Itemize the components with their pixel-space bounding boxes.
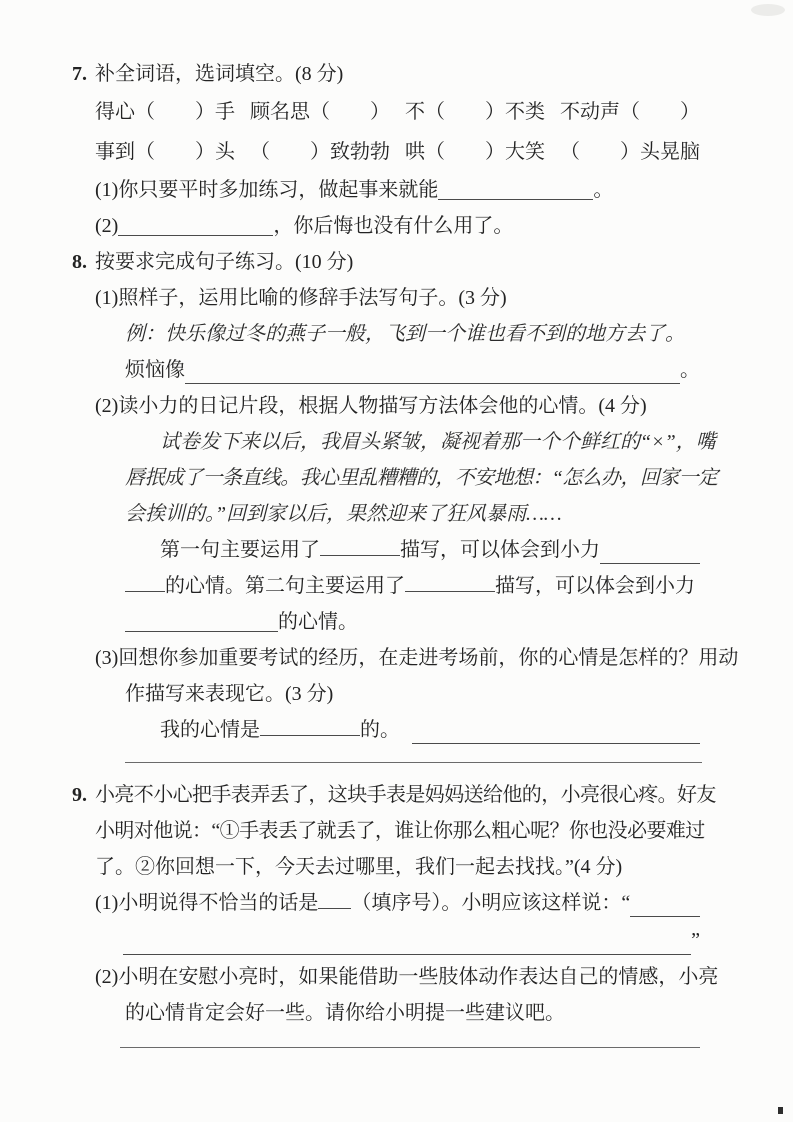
scan-smudge: [751, 4, 785, 16]
item-text: （填序号）。小明应该这样说：“: [351, 892, 631, 914]
question-7-words-row2: [95, 132, 700, 172]
question-8-item3-line1: (3)回想你参加重要考试的经历，在走进考场前，你的心情是怎样的？用动: [95, 647, 739, 669]
item-text: 第一句主要运用了: [160, 539, 320, 561]
item-text: 。: [593, 179, 614, 201]
question-8-number: 8.: [72, 251, 87, 273]
question-9-line1: 小亮不小心把手表弄丢了，这块手表是妈妈送给他的，小亮很心疼。好友: [95, 784, 716, 806]
answer-blank: [260, 715, 360, 736]
closing-quote: ”: [691, 929, 700, 951]
word-item: 顾名思（ ）: [250, 101, 390, 123]
question-8-item3-line2: 作描写来表现它。(3 分): [125, 683, 334, 705]
item-text: 烦恼像: [125, 359, 185, 381]
answer-blank: [125, 571, 165, 592]
question-8-item1: (1)照样子，运用比喻的修辞手法写句子。(3 分): [95, 287, 507, 309]
question-9-number: 9.: [72, 784, 87, 806]
analysis-line1: [95, 532, 700, 568]
answer-blank: [123, 934, 691, 955]
answer-blank: [320, 535, 400, 556]
word-item: 得心（ ）手: [95, 101, 235, 123]
word-item: 不（ ）不类: [405, 101, 545, 123]
item-text: 描写，可以体会到小力: [400, 539, 600, 561]
question-7-title: 补全词语，选词填空。(8 分): [95, 63, 344, 85]
question-7-number: 7.: [72, 63, 87, 85]
example-sentence: 例：快乐像过冬的燕子一般，飞到一个谁也看不到的地方去了。: [125, 323, 685, 345]
answer-blank: [438, 179, 593, 200]
item-text: 的心情。: [278, 611, 358, 633]
item-text: 。: [680, 359, 700, 381]
word-item: 事到（ ）头: [95, 141, 235, 163]
item-text: (1)小明说得不恰当的话是: [95, 892, 319, 914]
answer-blank: [600, 543, 700, 564]
question-9-item1: [95, 885, 700, 921]
mood-line: [95, 712, 700, 748]
answer-blank: [630, 896, 700, 917]
answer-blank: [125, 611, 278, 632]
question-9-item2-line2: 的心情肯定会好一些。请你给小明提一些建议吧。: [125, 1002, 565, 1024]
question-8-item2: (2)读小力的日记片段，根据人物描写方法体会他的心情。(4 分): [95, 395, 647, 417]
item-text: ，你后悔也没有什么用了。: [273, 215, 514, 237]
diary-passage-line3: 会挨训的。”回到家以后，果然迎来了狂风暴雨……: [125, 503, 562, 525]
item-text: (2): [95, 215, 119, 237]
item-text: 我的心情是: [160, 719, 260, 741]
question-9-line3: 了。②你回想一下，今天去过哪里，我们一起去找找。”(4 分): [95, 856, 623, 878]
answer-blank: [118, 215, 273, 236]
item-text: 描写，可以体会到小力: [495, 575, 695, 597]
question-7-item2: [95, 208, 700, 244]
question-9-line2: 小明对他说：“①手表丢了就丢了，谁让你那么粗心呢？你也没必要难过: [95, 820, 705, 842]
answer-blank: [185, 363, 680, 384]
question-8: [72, 244, 739, 769]
question-8-title: 按要求完成句子练习。(10 分): [95, 251, 354, 273]
question-7-words-row1: [95, 92, 700, 132]
answer-line-full: [125, 762, 702, 763]
diary-passage-line1: 试卷发下来以后，我眉头紧皱，凝视着那一个个鲜红的“×”，嘴: [160, 431, 716, 453]
answer-blank: [405, 571, 495, 592]
word-item: （ ）头晃脑: [560, 141, 700, 163]
word-item: （ ）致勃勃: [250, 141, 390, 163]
question-9: [72, 777, 719, 1048]
page-content: [72, 56, 739, 1048]
question-9-item2-line1: (2)小明在安慰小亮时，如果能借助一些肢体动作表达自己的情感，小亮: [95, 966, 719, 988]
question-7: [72, 56, 700, 244]
word-item: 哄（ ）大笑: [405, 141, 545, 163]
quote-answer-line: [95, 921, 700, 959]
item-text: (1)你只要平时多加练习，做起事来就能: [95, 179, 439, 201]
answer-blank: [412, 723, 700, 744]
word-item: 不动声（ ）: [560, 101, 700, 123]
answer-line-full: [120, 1047, 700, 1048]
question-7-item1: [95, 172, 700, 208]
item-text: 的。: [360, 719, 400, 741]
simile-line: [95, 352, 700, 388]
analysis-line2: [95, 568, 700, 604]
diary-passage-line2: 唇抿成了一条直线。我心里乱糟糟的，不安地想：“怎么办，回家一定: [125, 467, 718, 489]
item-text: 的心情。第二句主要运用了: [165, 575, 405, 597]
scan-speck: [778, 1107, 783, 1114]
analysis-line3: [95, 604, 700, 640]
answer-blank: [318, 888, 351, 909]
